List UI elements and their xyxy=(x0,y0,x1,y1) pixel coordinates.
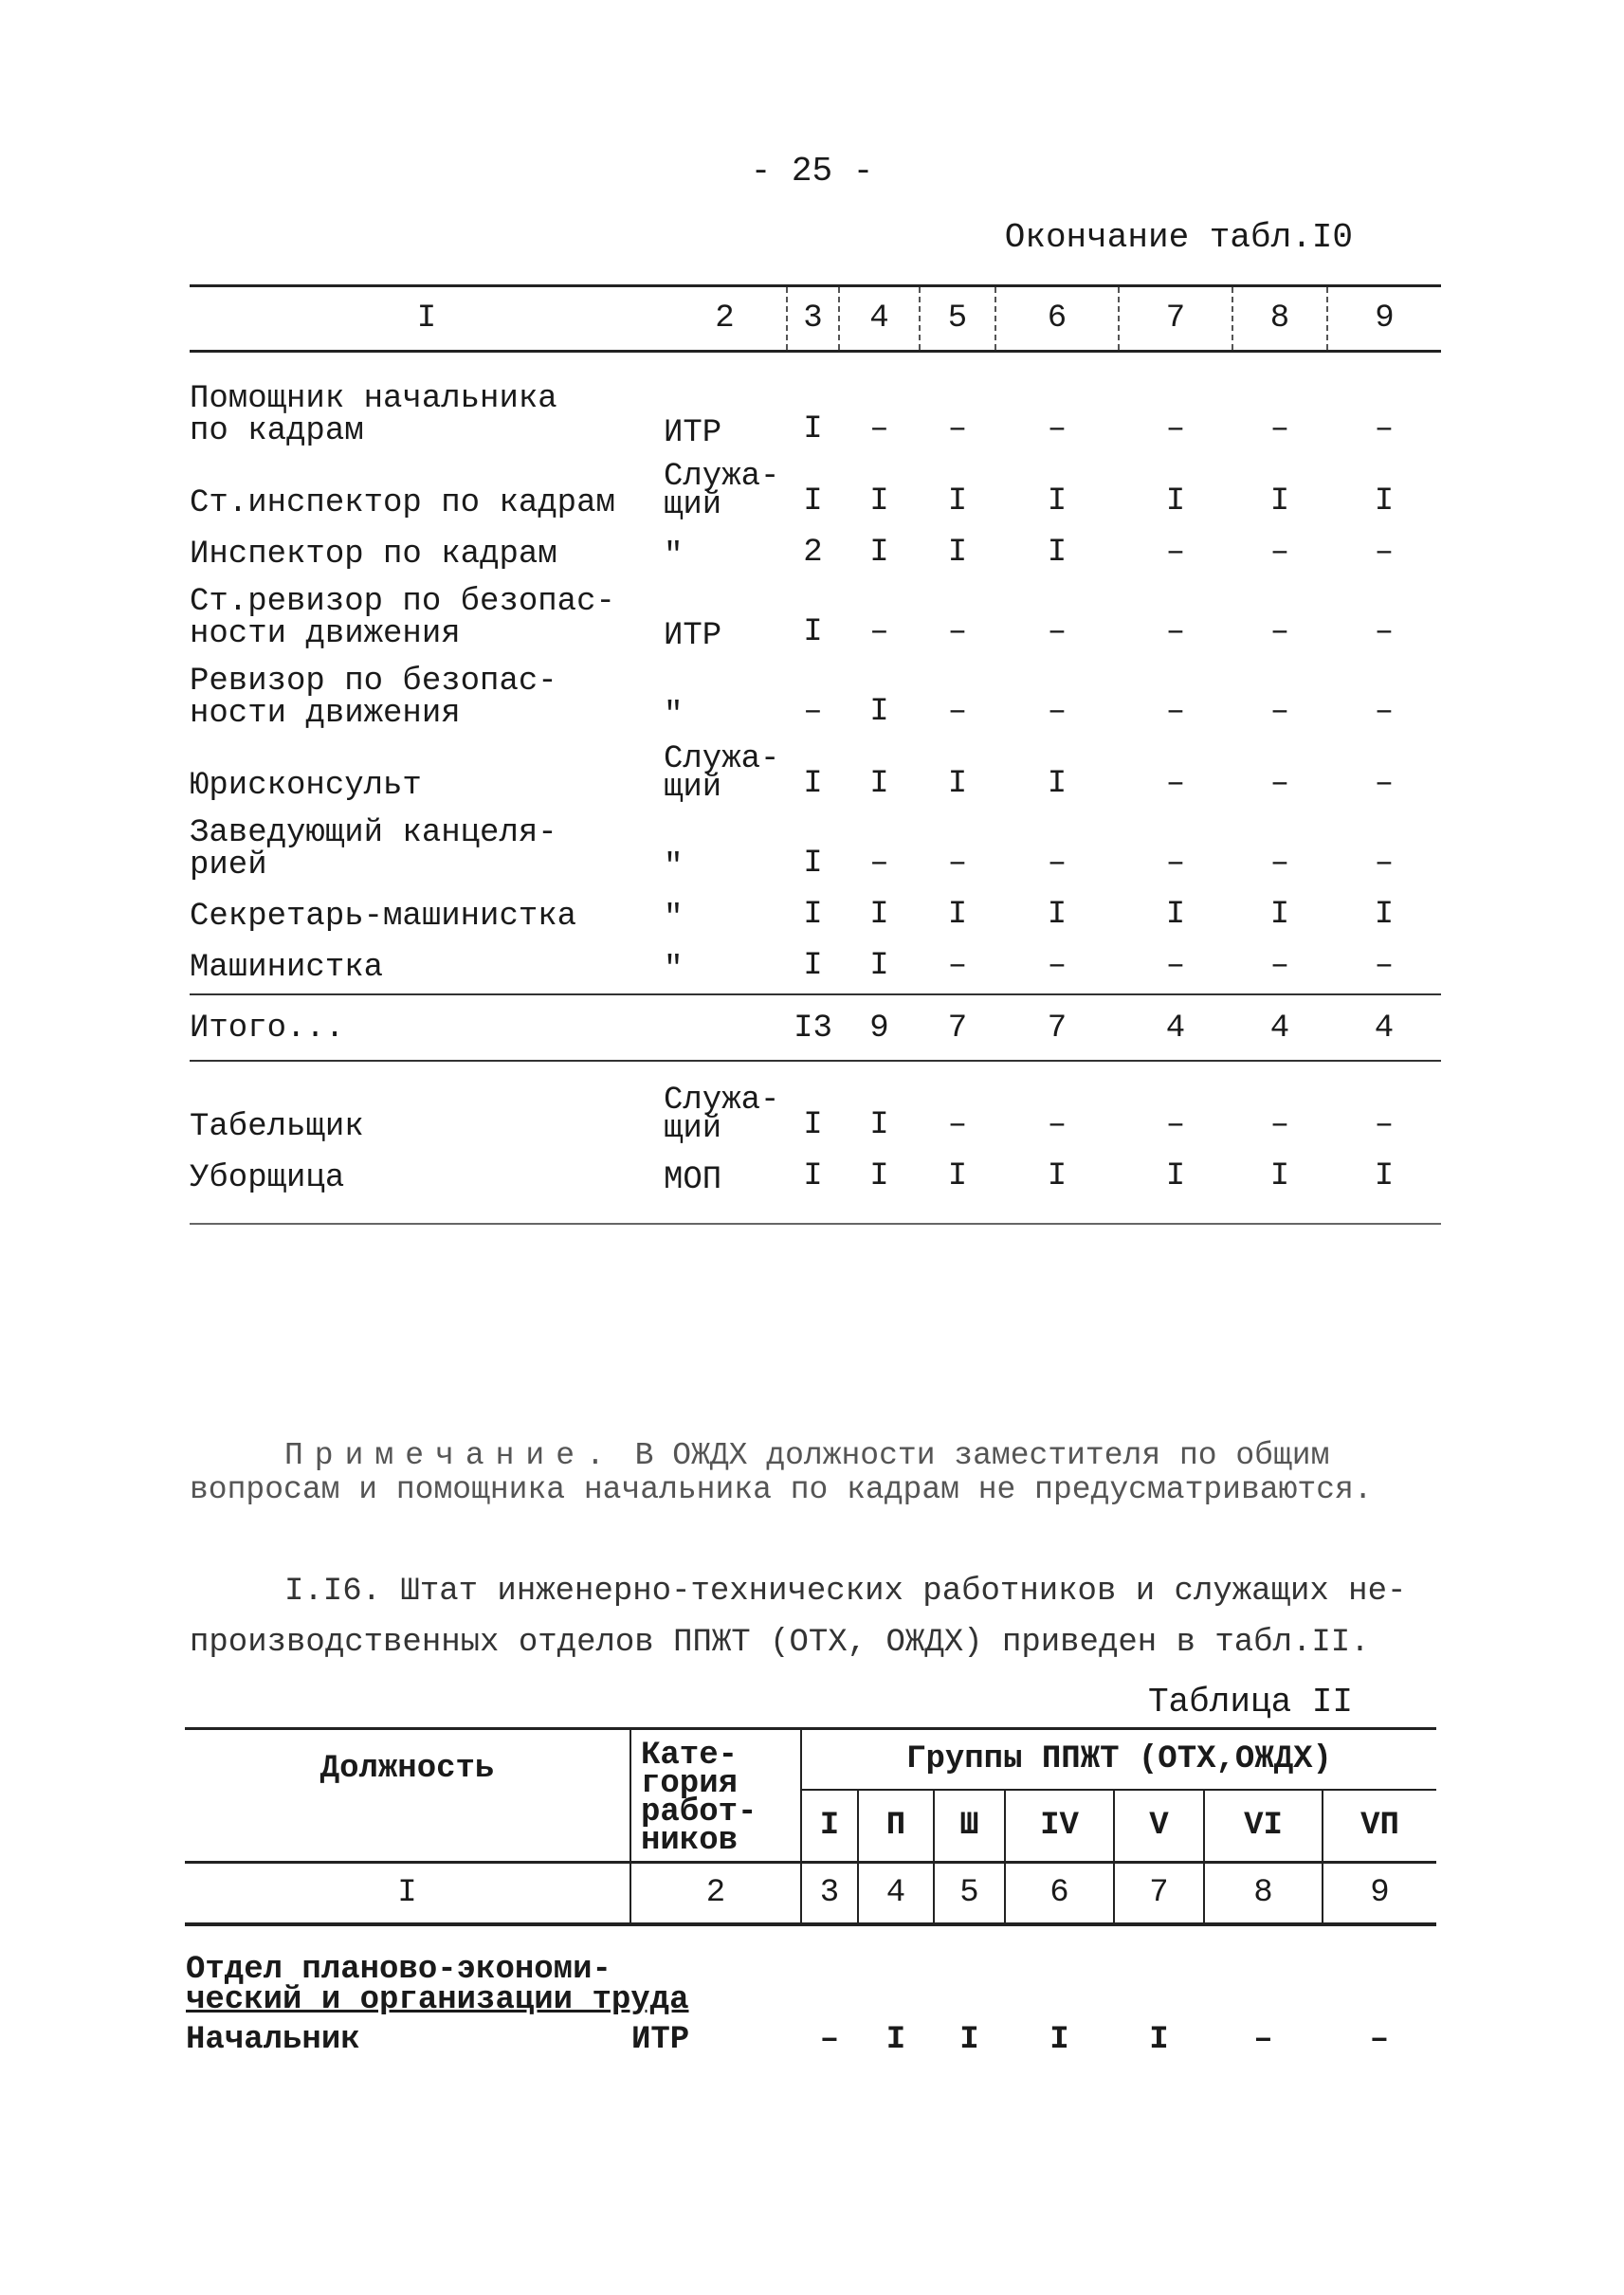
row-category xyxy=(664,994,787,1061)
row-value: – xyxy=(947,614,968,650)
note-line1: В ОЖДХ должности заместителя по общим xyxy=(634,1438,1330,1473)
row-name: Машинистка xyxy=(190,950,384,986)
table10-header: I xyxy=(190,286,664,352)
row-value: – xyxy=(819,2022,840,2058)
row-value: – xyxy=(1165,766,1186,802)
note-line2: вопросам и помощника начальника по кадрам не предусматриваются. xyxy=(190,1472,1373,1507)
row-value: I xyxy=(803,766,823,802)
row-category: " xyxy=(664,538,684,574)
row-value: I xyxy=(1374,897,1395,933)
group-header: Ш xyxy=(934,1790,1005,1863)
row-value: – xyxy=(1269,411,1290,447)
column-number: 3 xyxy=(801,1863,858,1925)
row-value: – xyxy=(1165,694,1186,730)
row-value: – xyxy=(1374,766,1395,802)
row-value: I xyxy=(1165,483,1186,519)
table-row xyxy=(190,580,1441,660)
table-row xyxy=(190,1061,1441,1153)
table-10 xyxy=(190,284,1441,1225)
row-value: I xyxy=(1269,483,1290,519)
row-category: Служа- щий xyxy=(664,1083,780,1147)
table10-header: 9 xyxy=(1327,286,1441,352)
row-value: – xyxy=(947,411,968,447)
column-number: I xyxy=(185,1863,630,1925)
paragraph-line1: I.I6. Штат инженерно-технических работников и служащих не- xyxy=(284,1574,1407,1610)
row-value: – xyxy=(1269,1107,1290,1143)
row-name: Ревизор по безопас- ности движения xyxy=(190,664,557,732)
row-name: Табельщик xyxy=(190,1109,364,1145)
row-value: I xyxy=(803,846,823,882)
row-value: – xyxy=(1269,535,1290,571)
row-name: Секретарь-машинистка xyxy=(190,899,577,935)
row-value: – xyxy=(1374,614,1395,650)
table-row xyxy=(190,739,1441,811)
column-number: 2 xyxy=(630,1863,801,1925)
row-value: 9 xyxy=(839,994,920,1061)
row-name: Заведующий канцеля- рией xyxy=(190,815,557,883)
group-header: П xyxy=(858,1790,934,1863)
table10-header: 5 xyxy=(920,286,995,352)
group-header: IV xyxy=(1005,1790,1114,1863)
row-value: – xyxy=(1165,948,1186,984)
row-category: " xyxy=(664,849,684,885)
table10-header: 6 xyxy=(995,286,1119,352)
group-header: V xyxy=(1114,1790,1204,1863)
row-value: – xyxy=(1374,694,1395,730)
row-value: – xyxy=(1165,1107,1186,1143)
row-name: Итого... xyxy=(190,994,664,1061)
row-value: I xyxy=(995,1153,1119,1224)
row-name: Уборщица xyxy=(190,1153,664,1224)
row-value: I xyxy=(1232,1153,1327,1224)
row-value: – xyxy=(1165,535,1186,571)
row-value: – xyxy=(947,948,968,984)
row-value: I xyxy=(803,1107,823,1143)
row-category: Служа- щий xyxy=(664,741,780,806)
row-value: I xyxy=(947,897,968,933)
row-value: – xyxy=(1374,846,1395,882)
row-value: – xyxy=(1269,948,1290,984)
row-value: 4 xyxy=(1327,994,1441,1061)
paragraph-line2: производственных отделов ППЖТ (ОТХ, ОЖДХ) приведен в табл.II. xyxy=(190,1625,1370,1661)
row-value: – xyxy=(803,694,823,730)
row-category: ИТР xyxy=(631,2022,690,2058)
table-row xyxy=(190,994,1441,1061)
table11-header-row xyxy=(185,1729,1436,1791)
row-value: – xyxy=(1269,614,1290,650)
table-row xyxy=(190,529,1441,580)
table11-groups-header: Группы ППЖТ (ОТХ,ОЖДХ) xyxy=(801,1729,1436,1791)
row-category: " xyxy=(664,698,684,734)
paragraph xyxy=(190,1566,1441,1668)
row-value: I xyxy=(1374,483,1395,519)
row-value: I xyxy=(803,948,823,984)
row-value: – xyxy=(1369,2022,1390,2058)
row-value: 4 xyxy=(1119,994,1232,1061)
row-value: I xyxy=(947,535,968,571)
row-value: I xyxy=(1047,483,1067,519)
table11-position-header: Должность xyxy=(185,1729,630,1863)
column-number: 5 xyxy=(934,1863,1005,1925)
table-11 xyxy=(185,1727,1436,2059)
row-value: – xyxy=(869,614,889,650)
table10-caption: Окончание табл.I0 xyxy=(1004,218,1353,257)
table-row xyxy=(190,1153,1441,1224)
table-row xyxy=(190,457,1441,529)
row-value: I xyxy=(803,614,823,650)
row-name: Начальник xyxy=(186,2022,360,2058)
row-value: I3 xyxy=(787,994,839,1061)
row-value: I xyxy=(1269,897,1290,933)
table-row xyxy=(185,2016,1436,2059)
column-number: 7 xyxy=(1114,1863,1204,1925)
row-value: – xyxy=(1374,1107,1395,1143)
row-value: I xyxy=(869,1107,889,1143)
table10-header: 4 xyxy=(839,286,920,352)
row-value: – xyxy=(1374,948,1395,984)
row-value: – xyxy=(1253,2022,1273,2058)
row-value: I xyxy=(869,897,889,933)
row-value: I xyxy=(869,766,889,802)
row-value: I xyxy=(803,897,823,933)
row-value: I xyxy=(947,766,968,802)
row-value: I xyxy=(885,2022,906,2058)
row-value: – xyxy=(1374,411,1395,447)
table10-header: 7 xyxy=(1119,286,1232,352)
row-value: I xyxy=(869,948,889,984)
row-value: 2 xyxy=(803,535,823,571)
row-name: Инспектор по кадрам xyxy=(190,537,557,573)
row-value: – xyxy=(947,1107,968,1143)
row-value: I xyxy=(869,694,889,730)
row-value: – xyxy=(1269,694,1290,730)
row-value: 7 xyxy=(995,994,1119,1061)
row-value: I xyxy=(839,1153,920,1224)
table10-header: 3 xyxy=(787,286,839,352)
row-value: – xyxy=(1047,948,1067,984)
page-number: - 25 - xyxy=(750,152,874,191)
row-value: I xyxy=(869,535,889,571)
row-value: I xyxy=(1119,1153,1232,1224)
row-category: МОП xyxy=(664,1153,787,1224)
row-value: I xyxy=(1047,535,1067,571)
row-value: – xyxy=(1047,694,1067,730)
table-row xyxy=(190,352,1441,458)
row-value: – xyxy=(1047,411,1067,447)
column-number: 8 xyxy=(1204,1863,1323,1925)
column-number: 9 xyxy=(1323,1863,1436,1925)
row-category: " xyxy=(664,952,684,988)
table-row xyxy=(190,891,1441,942)
table-row xyxy=(190,660,1441,739)
row-value: – xyxy=(1165,614,1186,650)
row-value: – xyxy=(1047,1107,1067,1143)
row-value: – xyxy=(947,846,968,882)
group-header: VI xyxy=(1204,1790,1323,1863)
row-value: I xyxy=(803,411,823,447)
row-value: – xyxy=(947,694,968,730)
table10-header: 8 xyxy=(1232,286,1327,352)
table-row xyxy=(190,811,1441,891)
row-category: ИТР xyxy=(664,618,722,654)
row-value: – xyxy=(1374,535,1395,571)
row-value: – xyxy=(1047,846,1067,882)
row-name: Ст.инспектор по кадрам xyxy=(190,485,615,521)
note-label: Примечание. xyxy=(284,1438,616,1473)
row-value: I xyxy=(803,483,823,519)
row-value: I xyxy=(1047,897,1067,933)
row-value: – xyxy=(1165,411,1186,447)
row-category: Служа- щий xyxy=(664,459,780,523)
row-value: I xyxy=(1149,2022,1169,2058)
row-name: Помощник начальника по кадрам xyxy=(190,381,557,449)
table-row xyxy=(190,942,1441,994)
row-value: – xyxy=(1047,614,1067,650)
column-number: 4 xyxy=(858,1863,934,1925)
table11-category-header: Кате- гория работ- ников xyxy=(630,1729,801,1863)
row-value: I xyxy=(1327,1153,1441,1224)
row-value: I xyxy=(869,483,889,519)
row-category: ИТР xyxy=(664,415,722,451)
table11-caption: Таблица II xyxy=(1147,1683,1353,1721)
row-value: – xyxy=(1269,846,1290,882)
section-title-line1: Отдел планово-экономи- xyxy=(186,1952,611,1988)
row-value: 7 xyxy=(920,994,995,1061)
column-number: 6 xyxy=(1005,1863,1114,1925)
table10-header-row xyxy=(190,286,1441,352)
row-category: " xyxy=(664,901,684,937)
table10-header: 2 xyxy=(664,286,787,352)
row-value: – xyxy=(869,411,889,447)
row-value: I xyxy=(920,1153,995,1224)
group-header: I xyxy=(801,1790,858,1863)
row-name: Юрисконсульт xyxy=(190,768,422,804)
row-value: – xyxy=(869,846,889,882)
row-value: I xyxy=(947,483,968,519)
row-value: I xyxy=(1165,897,1186,933)
row-value: – xyxy=(1269,766,1290,802)
group-header: VП xyxy=(1323,1790,1436,1863)
note xyxy=(190,1439,1441,1507)
row-value: I xyxy=(1049,2022,1069,2058)
row-value: 4 xyxy=(1232,994,1327,1061)
table11-section xyxy=(185,1924,1436,2016)
row-value: – xyxy=(1165,846,1186,882)
row-value: I xyxy=(787,1153,839,1224)
table11-number-row xyxy=(185,1863,1436,1925)
row-name: Ст.ревизор по безопас- ности движения xyxy=(190,584,615,652)
row-value: I xyxy=(1047,766,1067,802)
row-value: I xyxy=(959,2022,979,2058)
section-title-line2: ческий и организации труда xyxy=(186,1982,689,2018)
